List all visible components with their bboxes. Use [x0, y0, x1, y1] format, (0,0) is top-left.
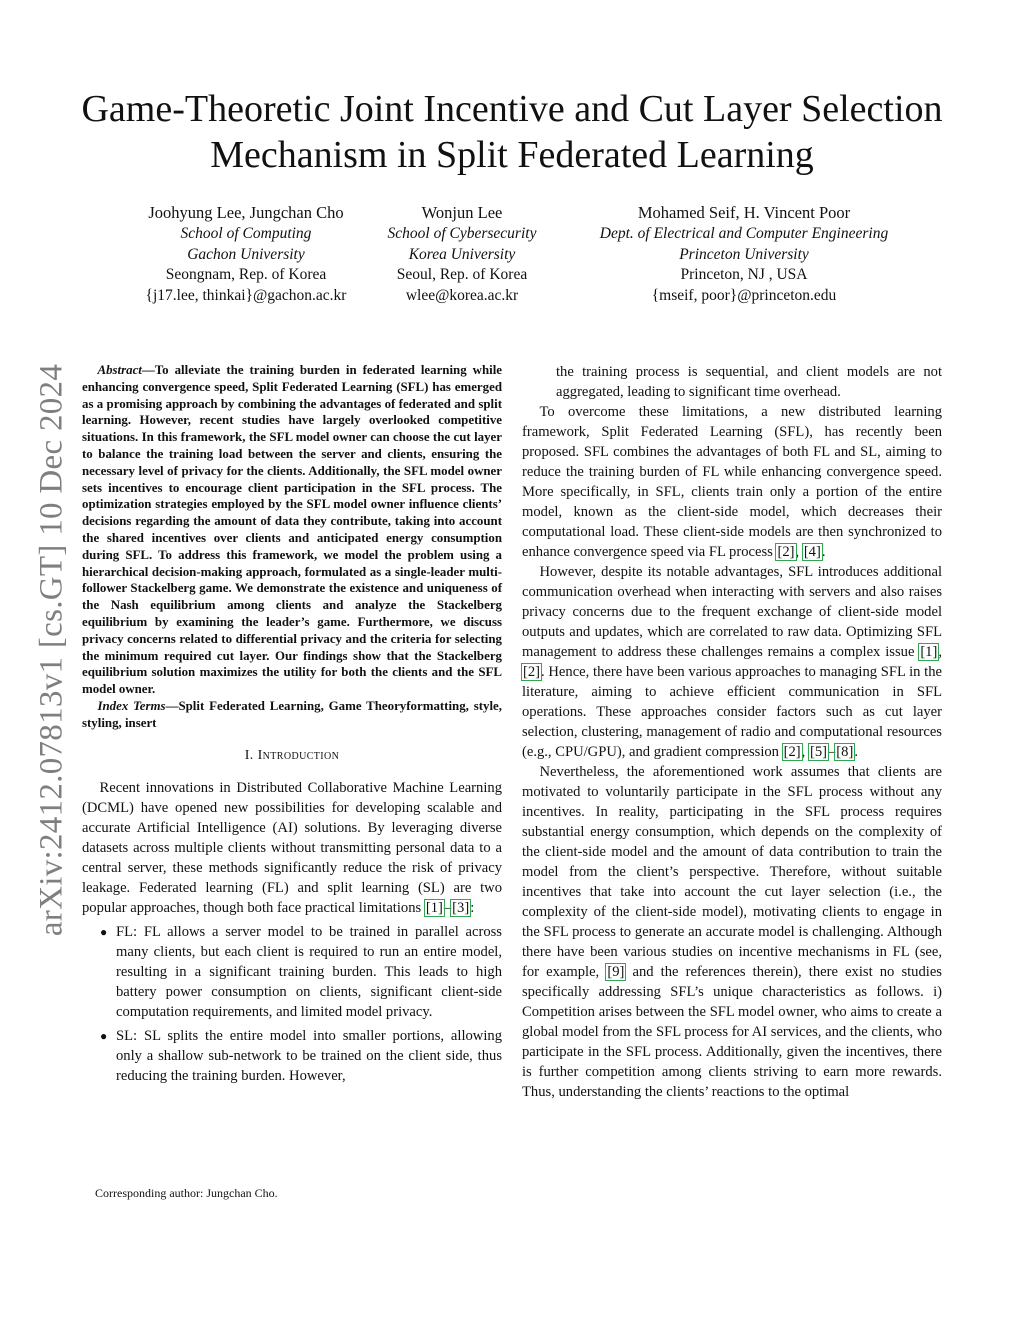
- paragraph-text: –: [827, 744, 836, 760]
- paragraph-text: and the references therein), there exist no studies specifically addressing SFL’s unique characteristics as follows. i) Competition arises between the SFL model owner, who aims to create a global model from the SFL process for AI services, and the clients, who participate in the SFL process. Additionally, given the incentives, there is further competition among clients striving to earn more rewards. Thus, understanding the clients’ reactions to the optimal: [522, 964, 942, 1100]
- citation-link[interactable]: [5]: [809, 744, 827, 760]
- paragraph-text: However, despite its notable advantages, SFL introduces additional communication overhead when interacting with servers and also raises privacy concerns due to the frequent exchange of client-side model outputs and updates, which are correlated to raw data. Optimizing SFL management to address these challenges remains a complex issue: [522, 564, 942, 660]
- author-names: Joohyung Lee, Jungchan Cho: [148, 203, 344, 222]
- section-number: I.: [244, 747, 254, 763]
- abstract: Abstract—To alleviate the training burden in federated learning while enhancing convergence speed, Split Federated Learning (SFL) has emerged as a promising approach by combining the advantages of federated and split learning. However, recent studies have largely overlooked competitive situations. In this framework, the SFL model owner can choose the cut layer to balance the training load between the server and clients, ensuring the necessary level of privacy for the clients. Additionally, the SFL model owner sets incentives to encourage client participation in the SFL process. The optimization strategies employed by the SFL model owner influence clients’ decisions regarding the amount of data they contribute, taking into account the shared incentives over clients and anticipated energy consumption during SFL. To address this framework, we model the problem using a hierarchical decision-making approach, formulated as a single-leader multi-follower Stackelberg game. We demonstrate the existence and uniqueness of the Nash equilibrium among clients and analyze the Stackelberg equilibrium by examining the leader’s game. Furthermore, we discuss privacy concerns related to differential privacy and the criteria for selecting the minimum required cut layer. Our findings show that the Stackelberg equilibrium solution maximizes the utility for both the clients and the SFL model owner.: [82, 363, 502, 697]
- intro-paragraph-4: [522, 762, 942, 1102]
- intro-paragraph-3: [522, 562, 942, 762]
- author-block-1: [106, 202, 386, 306]
- citation-link[interactable]: [2]: [523, 664, 541, 680]
- author-email[interactable]: {mseif, poor}@princeton.edu: [651, 286, 837, 304]
- author-location: Seongnam, Rep. of Korea: [165, 266, 327, 284]
- author-block-3: [568, 202, 920, 306]
- author-dept: Dept. of Electrical and Computer Engineering: [599, 225, 889, 242]
- author-email[interactable]: {j17.lee, thinkai}@gachon.ac.kr: [145, 286, 347, 304]
- paragraph-text: Nevertheless, the aforementioned work assumes that clients are motivated to voluntarily participate in the SFL process without any incentives. In reality, participating in the SFL process requires substantial energy consumption, which depends on the complexity of the client-side model and the amount of data contribution to train the model from the client’s perspective. Therefore, without suitable incentives that take into account the cut layer selection (i.e., the complexity of the client-side model), motivating clients to engage in the SFL process to generate an accurate model is challenging. Although there have been various studies on incentive mechanisms in FL (see, for example,: [522, 764, 942, 980]
- citation-link[interactable]: [2]: [783, 744, 801, 760]
- citation-link[interactable]: [2]: [777, 544, 795, 560]
- abstract-text: To alleviate the training burden in federated learning while enhancing convergence speed, Split Federated Learning (SFL) has emerged as a promising approach by combining the advantages of federated and split learning. However, recent studies have largely overlooked competitive situations. In this framework, the SFL model owner can choose the cut layer to balance the training load between the server and clients, ensuring the necessary level of privacy for the clients. Additionally, the SFL model owner sets incentives to encourage client participation in the SFL process. The optimization strategies employed by the SFL model owner influence clients’ decisions regarding the amount of data they contribute, taking into account the shared incentives over clients and anticipated energy consumption during SFL. To address this framework, we model the problem using a hierarchical decision-making approach, formulated as a single-leader multi-follower Stackelberg game. We demonstrate the existence and uniqueness of the Nash equilibrium among clients and analyze the Stackelberg equilibrium by examining the leader’s game. Furthermore, we discuss privacy concerns related to differential privacy and the criteria for selecting the minimum required cut layer. Our findings show that the Stackelberg equilibrium solution maximizes the utility for both the clients and the SFL model owner.: [82, 363, 502, 697]
- abstract-label: Abstract: [97, 363, 142, 377]
- list-item: [82, 1026, 502, 1086]
- author-org: Princeton University: [679, 245, 809, 263]
- right-column: [522, 362, 942, 1102]
- intro-paragraph-1: [82, 778, 502, 918]
- citation-link[interactable]: [4]: [803, 544, 821, 560]
- paragraph-text: ,: [938, 644, 942, 660]
- citation-link[interactable]: [3]: [452, 899, 470, 916]
- list-item-text: FL: FL allows a server model to be trained in parallel across many clients, but each client is required to run an entire model, resulting in a significant training burden. This leads to high battery power consumption on clients, significant client-side computation requirements, and limited model privacy.: [116, 923, 502, 1020]
- paragraph-text: .: [821, 544, 826, 560]
- intro-paragraph-2: [522, 402, 942, 562]
- section-heading-introduction: [82, 746, 502, 766]
- author-names: Mohamed Seif, H. Vincent Poor: [637, 203, 851, 222]
- author-org: Korea University: [408, 245, 516, 263]
- paragraph-text: Recent innovations in Distributed Collaborative Machine Learning (DCML) have opened new possibilities for developing scalable and accurate Artificial Intelligence (AI) solutions. By leveraging diverse datasets across multiple clients without transmitting personal data to a central server, these methods significantly reduce the risk of privacy leakage. Federated learning (FL) and split learning (SL) are two popular approaches, though both face practical limitations: [82, 779, 502, 916]
- citation-link[interactable]: [1]: [920, 644, 938, 660]
- index-terms-text: Split Federated Learning, Game Theoryformatting, style, styling, insert: [82, 698, 502, 730]
- arxiv-identifier[interactable]: arXiv:2412.07813v1 [cs.GT] 10 Dec 2024: [33, 363, 70, 937]
- author-dept: School of Cybersecurity: [387, 225, 537, 242]
- footnote: Corresponding author: Jungchan Cho.: [95, 1186, 278, 1200]
- bullet-list: [82, 922, 502, 1086]
- paragraph-text: :: [470, 899, 475, 916]
- citation-link[interactable]: [9]: [607, 964, 625, 980]
- left-column: [82, 362, 502, 1090]
- author-names: Wonjun Lee: [421, 203, 503, 222]
- bullet-icon: ●: [100, 1028, 108, 1043]
- paragraph-text: ,: [801, 744, 809, 760]
- index-terms: Index Terms—Split Federated Learning, Game Theoryformatting, style, styling, insert: [82, 698, 502, 730]
- author-location: Princeton, NJ , USA: [680, 266, 808, 284]
- paragraph-text: .: [854, 744, 858, 760]
- list-item: [82, 922, 502, 1022]
- index-terms-label: Index Terms: [97, 698, 166, 713]
- list-item-text: SL: SL splits the entire model into smaller portions, allowing only a shallow sub-network to be trained on the client side, thus reducing the training burden. However,: [116, 1027, 502, 1084]
- section-title: Introduction: [257, 747, 340, 763]
- author-block-2: [352, 202, 572, 306]
- paragraph-text: ,: [795, 544, 803, 560]
- author-email[interactable]: wlee@korea.ac.kr: [405, 286, 519, 304]
- paragraph-text: –: [443, 899, 452, 916]
- bullet-icon: ●: [100, 924, 108, 939]
- list-item-continuation: the training process is sequential, and client models are not aggregated, leading to significant time overhead.: [556, 364, 942, 400]
- author-dept: School of Computing: [180, 225, 312, 242]
- author-location: Seoul, Rep. of Korea: [396, 266, 528, 284]
- citation-link[interactable]: [8]: [836, 744, 854, 760]
- page-title: Game-Theoretic Joint Incentive and Cut Layer Selection Mechanism in Split Federated Learning: [81, 88, 943, 176]
- author-org: Gachon University: [187, 245, 305, 263]
- citation-link[interactable]: [1]: [425, 899, 443, 916]
- paragraph-text: . Hence, there have been various approaches to managing SFL in the literature, aiming to achieve efficient communication in SFL operations. These approaches consider factors such as cut layer selection, clustering, management of radio and computational resources (e.g., CPU/GPU), and gradient compression: [522, 664, 942, 760]
- paragraph-text: To overcome these limitations, a new distributed learning framework, Split Federated Learning (SFL), has recently been proposed. SFL combines the advantages of both FL and SL, aiming to reduce the training burden of FL while enhancing convergence speed. More specifically, in SFL, clients train only a portion of the entire model, known as the client-side model, which decreases their computational load. These client-side models are then synchronized to enhance convergence speed via FL process: [522, 404, 942, 560]
